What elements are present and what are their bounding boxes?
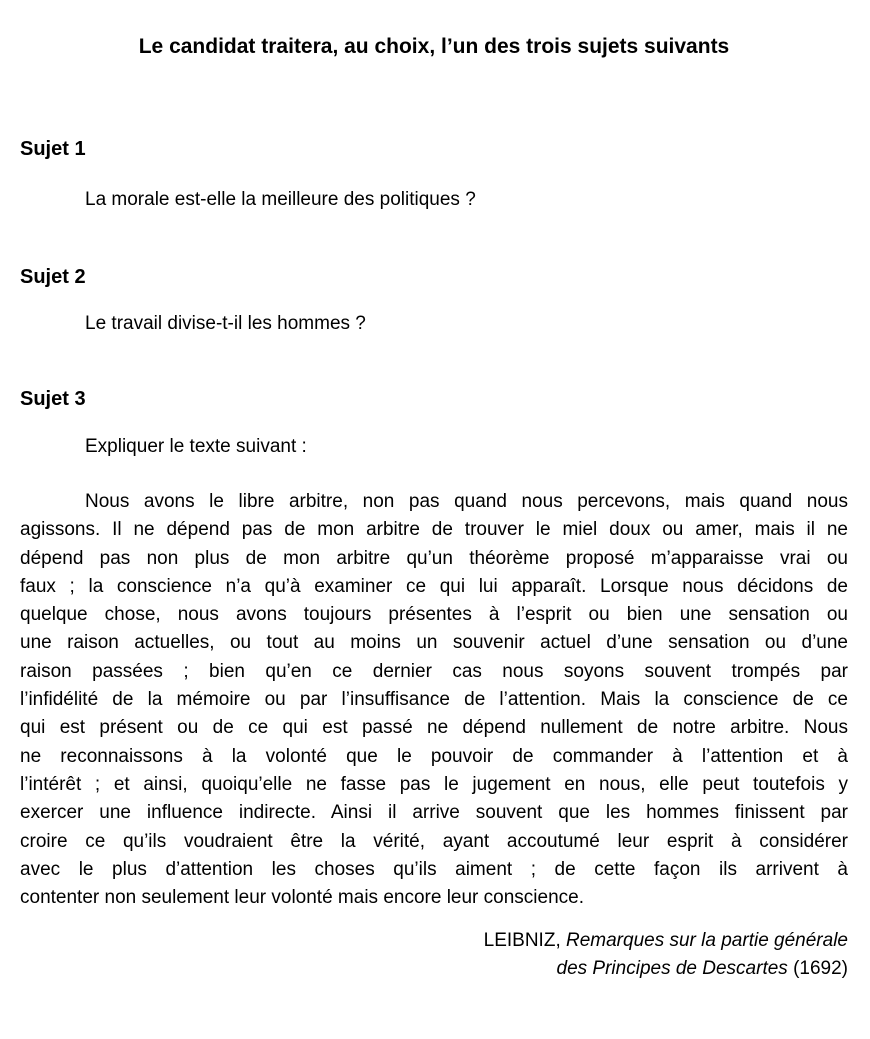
sujet-1-question: La morale est-elle la meilleure des politiques ? <box>85 189 476 210</box>
citation-title-part-1: Remarques sur la partie générale <box>566 930 848 952</box>
citation-title-part-2: des Principes de Descartes <box>556 958 788 980</box>
document-title: Le candidat traitera, au choix, l’un des trois sujets suivants <box>138 35 730 58</box>
texte-line: l’infidélité de la mémoire ou par l’insuffisance de l’attention. Mais la conscience de ce <box>20 689 848 711</box>
sujet-2-section <box>20 263 848 338</box>
sujet-3-heading: Sujet 3 <box>20 388 86 410</box>
citation-line-1 <box>20 927 848 955</box>
sujet-2-heading: Sujet 2 <box>20 266 86 288</box>
texte-line: raison passées ; bien qu’en ce dernier cas nous soyons souvent trompés par <box>20 660 848 682</box>
texte-line: une raison actuelles, ou tout au moins un souvenir actuel d’une sensation ou d’une <box>20 632 848 654</box>
texte-line: agissons. Il ne dépend pas de mon arbitre de trouver le miel doux ou amer, mais il ne <box>20 519 848 541</box>
texte-line: qui est présent ou de ce qui est passé ne dépend nullement de notre arbitre. Nous <box>20 717 848 739</box>
texte-line: quelque chose, nous avons toujours présentes à l’esprit ou bien une sensation ou <box>20 604 848 626</box>
texte-line: Nous avons le libre arbitre, non pas quand nous percevons, mais quand nous <box>85 491 848 512</box>
texte-paragraph <box>20 488 848 912</box>
citation-author: LEIBNIZ, <box>483 930 566 952</box>
texte-line: ne reconnaissons à la volonté que le pouvoir de commander à l’attention et à <box>20 745 848 767</box>
sujet-2-question: Le travail divise-t-il les hommes ? <box>85 313 366 334</box>
sujet-1-section <box>20 135 848 214</box>
texte-line: l’intérêt ; et ainsi, quoiqu’elle ne fasse pas le jugement en nous, elle peut toutefois y <box>20 773 848 795</box>
sujet-3-instruction: Expliquer le texte suivant : <box>85 436 307 457</box>
exam-page <box>0 33 870 1039</box>
sujet-3-section <box>20 385 848 461</box>
texte-line: avec le plus d’attention les choses qu’ils aiment ; de cette façon ils arrivent à <box>20 858 848 880</box>
citation-year: (1692) <box>787 958 848 980</box>
texte-line: dépend pas non plus de mon arbitre qu’un théorème proposé m’apparaisse vrai ou <box>20 547 848 569</box>
texte-line: contenter non seulement leur volonté mais encore leur conscience. <box>20 887 584 909</box>
texte-line: croire ce qu’ils voudraient être la vérité, ayant accoutumé leur esprit à considérer <box>20 830 848 852</box>
texte-line: faux ; la conscience n’a qu’à examiner ce qui lui apparaît. Lorsque nous décidons de <box>20 575 848 597</box>
citation <box>20 927 848 983</box>
texte-line: exercer une influence indirecte. Ainsi il arrive souvent que les hommes finissent par <box>20 802 848 824</box>
citation-line-2 <box>20 955 848 983</box>
sujet-1-heading: Sujet 1 <box>20 138 86 160</box>
